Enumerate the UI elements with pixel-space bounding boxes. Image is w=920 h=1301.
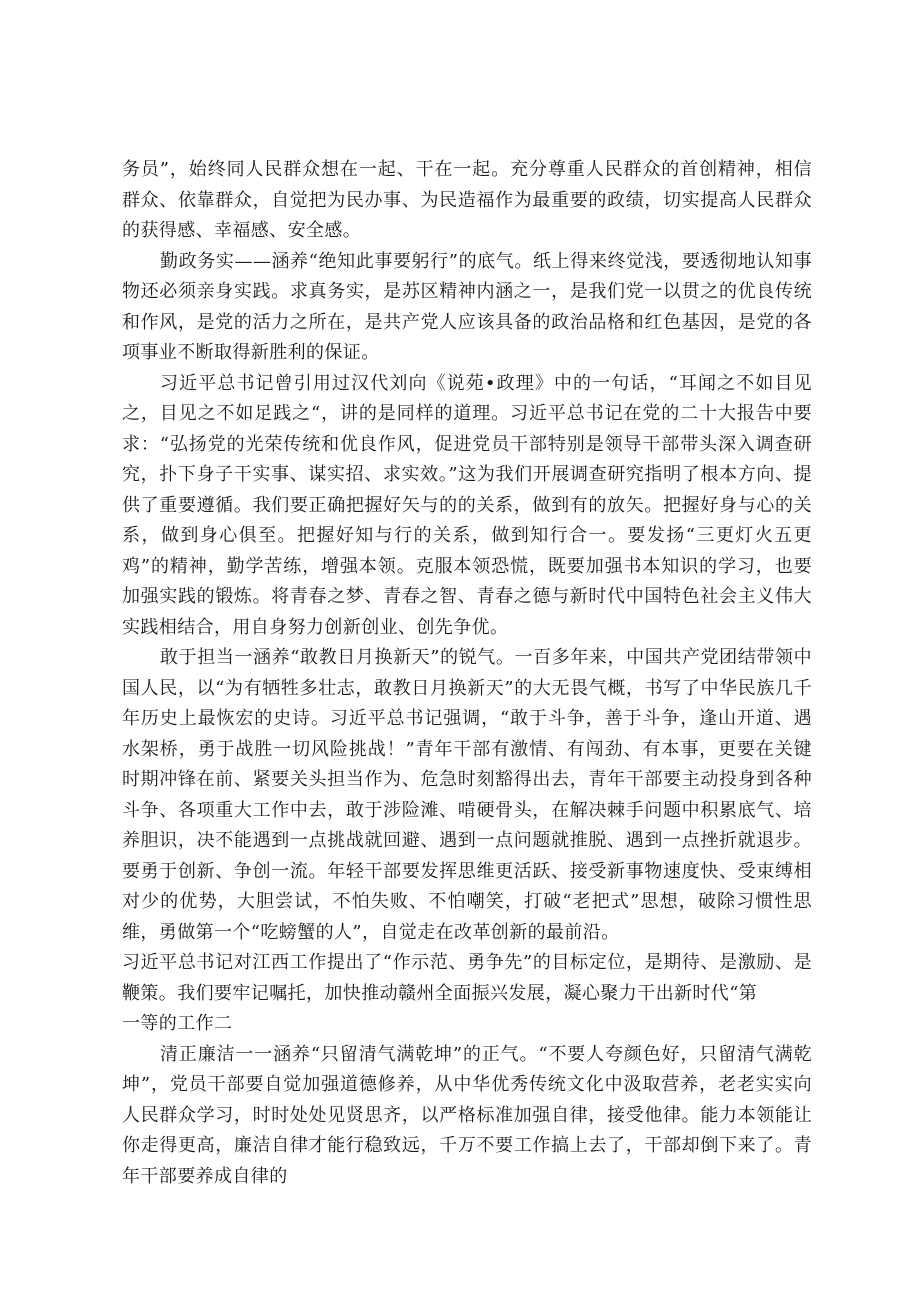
paragraph-serve-the-people: 务员”，始终同人民群众想在一起、干在一起。充分尊重人民群众的首创精神，相信群众、依靠群众，自觉把为民办事、为民造福作为最重要的政绩，切实提高人民群众的获得感、幸福感、安全感。 [122,159,812,241]
paragraph-dare-to-take-responsibility: 敢于担当一涵养“敢教日月换新天”的锐气。一百多年来，中国共产党团结带领中国人民，以“为有牺牲多壮志，敢教日月换新天”的大无畏气概，书写了中华民族几千年历史上最恢宏的史诗。习近平总书记强调，“敢于斗争，善于斗争，逢山开道、遇水架桥，勇于战胜一切风险挑战！”青年干部有激情、有闯劲、有本事，更要在关键时期冲锋在前、紧要关头担当作为、危急时刻豁得出去，青年干部要主动投身到各种斗争、各项重大工作中去，敢于涉险滩、啃硬骨头，在解决棘手问题中积累底气、培养胆识，决不能遇到一点挑战就回避、遇到一点问题就推脱、遇到一点挫折就退步。要勇于创新、争创一流。年轻干部要发挥思维更活跃、接受新事物速度快、受束缚相对少的优势，大胆尝试，不怕失败、不怕嘲笑，打破“老把式”思想，破除习惯性思维，勇做第一个“吃螃蟹的人”，自觉走在改革创新的最前沿。 [122,647,812,943]
paragraph-diligence-and-practicality: 勤政务实——涵养“绝知此事要躬行”的底气。纸上得来终觉浅，要透彻地认知事物还必须亲身实践。求真务实，是苏区精神内涵之一，是我们党一以贯之的优良传统和作风，是党的活力之所在，是共产党人应该具备的政治品格和红色基因，是党的各项事业不断取得新胜利的保证。 [122,250,812,363]
paragraph-investigation-and-research: 习近平总书记曾引用过汉代刘向《说苑•政理》中的一句话，“耳闻之不如目见之，目见之不如足践之“，讲的是同样的道理。习近平总书记在党的二十大报告中要求：“弘扬党的光荣传统和优良作风，促进党员干部特别是领导干部带头深入调查研究，扑下身子干实事、谋实招、求实效。”这为我们开展调查研究指明了根本方向、提供了重要遵循。我们要正确把握好矢与的的关系，做到有的放矢。把握好身与心的关系，做到身心俱至。把握好知与行的关系，做到知行合一。要发扬“三更灯火五更鸡”的精神，勤学苦练，增强本领。克服本领恐慌，既要加强书本知识的学习，也要加强实践的锻炼。将青春之梦、青春之智、青春之德与新时代中国特色社会主义伟大实践相结合，用自身努力创新创业、创先争优。 [122,372,812,638]
paragraph-jiangxi-goals: 习近平总书记对江西工作提出了“作示范、勇争先”的目标定位，是期待、是激励、是鞭策。我们要牢记嘱托，加快推动赣州全面振兴发展，凝心聚力干出新时代“第 [122,952,812,1004]
paragraph-first-class-work: 一等的工作二 [122,1013,233,1034]
document-page [122,155,812,1192]
paragraph-integrity: 清正廉洁一一涵养“只留清气满乾坤”的正气。“不要人夸颜色好，只留清气满乾坤”，党员干部要自觉加强道德修养，从中华优秀传统文化中汲取营养，老老实实向人民群众学习，时时处处见贤思齐，以严格标准加强自律，接受他律。能力本领能让你走得更高，廉洁自律才能行稳致远，千万不要工作搞上去了，干部却倒下来了。青年干部要养成自律的 [122,1043,812,1187]
